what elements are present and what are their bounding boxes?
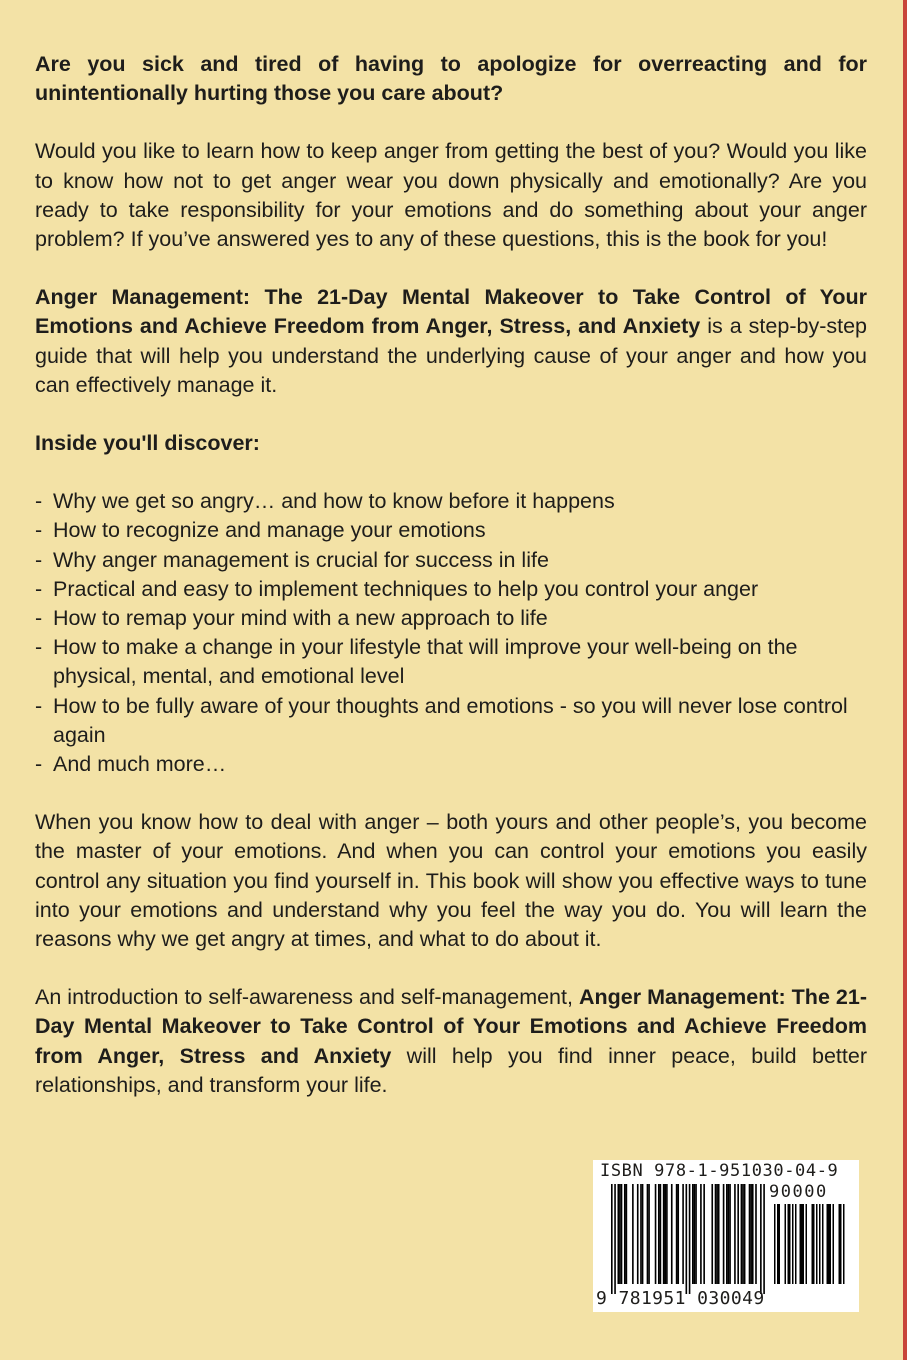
spine-edge bbox=[903, 0, 907, 1360]
barcode-bar bbox=[726, 1184, 728, 1284]
barcode-bar bbox=[619, 1184, 621, 1284]
barcode-bar bbox=[703, 1184, 705, 1284]
list-item: - Practical and easy to implement techniques to help you control your anger bbox=[35, 575, 867, 604]
barcode-bar bbox=[716, 1184, 718, 1284]
barcode-bar bbox=[664, 1184, 666, 1284]
barcode-bar bbox=[663, 1184, 665, 1284]
lead-question: Are you sick and tired of having to apologize for overreacting and for unintentionally hurting those you care about? bbox=[35, 52, 867, 106]
barcode-bar bbox=[737, 1184, 739, 1284]
addon-bar bbox=[827, 1204, 829, 1284]
addon-bar bbox=[785, 1204, 787, 1284]
barcode-bar bbox=[760, 1184, 762, 1294]
addon-bar bbox=[774, 1204, 776, 1284]
addon-bar bbox=[816, 1204, 818, 1284]
barcode-bar bbox=[655, 1184, 657, 1284]
barcode-bar bbox=[640, 1184, 642, 1284]
closing-text: will help you find inner peace, build better relationships, and transform your life. bbox=[35, 1043, 867, 1097]
addon-bar bbox=[839, 1204, 841, 1284]
addon-bar bbox=[792, 1204, 794, 1284]
ean-digits: 9 781951 030049 bbox=[596, 1288, 765, 1309]
barcode-bar bbox=[660, 1184, 662, 1284]
addon-bar bbox=[819, 1204, 821, 1284]
addon-bar bbox=[795, 1204, 797, 1284]
barcode-bar bbox=[658, 1184, 660, 1284]
barcode-bar bbox=[742, 1184, 744, 1284]
barcode-bar bbox=[624, 1184, 626, 1284]
addon-bar bbox=[803, 1204, 805, 1284]
closing-paragraph bbox=[35, 983, 867, 1100]
list-item: - How to be fully aware of your thoughts and emotions - so you will never lose control again bbox=[35, 692, 867, 750]
addon-bar bbox=[801, 1204, 803, 1284]
barcode-bar bbox=[648, 1184, 650, 1284]
barcode-bar bbox=[686, 1184, 688, 1294]
barcode-bar bbox=[752, 1184, 754, 1284]
barcode-bar bbox=[682, 1184, 684, 1284]
mastery-paragraph: When you know how to deal with anger – both yours and other people’s, you become the master of your emotions. And when you can control your emotions you easily control any situation you find yourself in. This book will show you effective ways to tune into your emotions and understand why you feel the way you do. You will learn the reasons why we get angry at times, and what to do about it. bbox=[35, 810, 867, 952]
back-cover-text bbox=[35, 50, 867, 1129]
addon-bar bbox=[843, 1204, 845, 1284]
description-text: is a step-by-step guide that will help you understand the underlying cause of your anger and how you can effectively manage it. bbox=[35, 314, 867, 397]
barcode-bar bbox=[689, 1184, 691, 1294]
list-item: - How to make a change in your lifestyle that will improve your well-being on the physical, mental, and emotional level bbox=[35, 633, 867, 691]
addon-bar bbox=[789, 1204, 791, 1284]
questions-paragraph: Would you like to learn how to keep anger from getting the best of you? Would you like to know how not to get anger wear you down physically and emotionally? Are you ready to take responsibility for your emotions and do something about your anger problem? If you’ve answered yes to any of these questions, this is the book for you! bbox=[35, 139, 867, 252]
barcode-bar bbox=[734, 1184, 736, 1284]
addon-bar bbox=[828, 1204, 830, 1284]
barcode-bar bbox=[700, 1184, 702, 1284]
addon-bar bbox=[777, 1204, 779, 1284]
isbn-barcode bbox=[593, 1160, 859, 1312]
barcode-bar bbox=[617, 1184, 619, 1284]
barcode-bar bbox=[741, 1184, 743, 1284]
barcode-bar bbox=[647, 1184, 649, 1284]
barcode-bar bbox=[621, 1184, 623, 1284]
barcode-bar bbox=[718, 1184, 720, 1284]
barcode-bar bbox=[694, 1184, 696, 1284]
discover-list bbox=[35, 487, 867, 779]
closing-intro: An introduction to self-awareness and self-management, bbox=[35, 985, 579, 1010]
barcode-bar bbox=[671, 1184, 673, 1284]
addon-bar bbox=[806, 1204, 808, 1284]
book-title-closing: Anger Management: The 21-Day Mental Makeover to Take Control of Your Emotions and Achieve Freedom from Anger, Stress and Anxiety bbox=[35, 985, 867, 1068]
barcode-bar bbox=[711, 1184, 713, 1284]
list-item: - Why we get so angry… and how to know before it happens bbox=[35, 487, 867, 516]
description-paragraph bbox=[35, 283, 867, 400]
barcode-bar bbox=[695, 1184, 697, 1284]
book-title: Anger Management: The 21-Day Mental Makeover to Take Control of Your Emotions and Achieve Freedom from Anger, Stress, and Anxiety bbox=[35, 285, 867, 339]
barcode-bar bbox=[632, 1184, 634, 1284]
barcode-bar bbox=[750, 1184, 752, 1284]
barcode-bar bbox=[755, 1184, 757, 1284]
list-item: - How to remap your mind with a new approach to life bbox=[35, 604, 867, 633]
addon-bar bbox=[800, 1204, 802, 1284]
barcode-bar bbox=[677, 1184, 679, 1284]
barcode-bar bbox=[692, 1184, 694, 1284]
addon-bar bbox=[812, 1204, 814, 1284]
barcode-bar bbox=[642, 1184, 644, 1284]
list-item: - And much more… bbox=[35, 750, 867, 779]
addon-bar bbox=[833, 1204, 835, 1284]
barcode-bar bbox=[676, 1184, 678, 1284]
isbn-label: ISBN 978-1-951030-04-9 bbox=[600, 1161, 839, 1181]
barcode-bar bbox=[715, 1184, 717, 1284]
barcode-bar bbox=[666, 1184, 668, 1284]
price-addon-label: 90000 bbox=[769, 1182, 828, 1202]
barcode-bar bbox=[723, 1184, 725, 1284]
addon-bar bbox=[788, 1204, 790, 1284]
barcode-bar bbox=[744, 1184, 746, 1284]
barcode-bar bbox=[763, 1184, 765, 1294]
addon-bar bbox=[779, 1204, 781, 1284]
barcode-bar bbox=[728, 1184, 730, 1284]
addon-bar bbox=[840, 1204, 842, 1284]
barcode-bar bbox=[729, 1184, 731, 1284]
discover-heading: Inside you'll discover: bbox=[35, 431, 260, 456]
addon-bar bbox=[813, 1204, 815, 1284]
barcode-bar bbox=[611, 1184, 613, 1294]
list-item: - How to recognize and manage your emotions bbox=[35, 516, 867, 545]
barcode-bar bbox=[749, 1184, 751, 1284]
barcode-bar bbox=[626, 1184, 628, 1284]
barcode-bar bbox=[637, 1184, 639, 1284]
barcode-bar bbox=[614, 1184, 616, 1294]
addon-bar bbox=[822, 1204, 824, 1284]
list-item: - Why anger management is crucial for success in life bbox=[35, 546, 867, 575]
addon-bar bbox=[830, 1204, 832, 1284]
